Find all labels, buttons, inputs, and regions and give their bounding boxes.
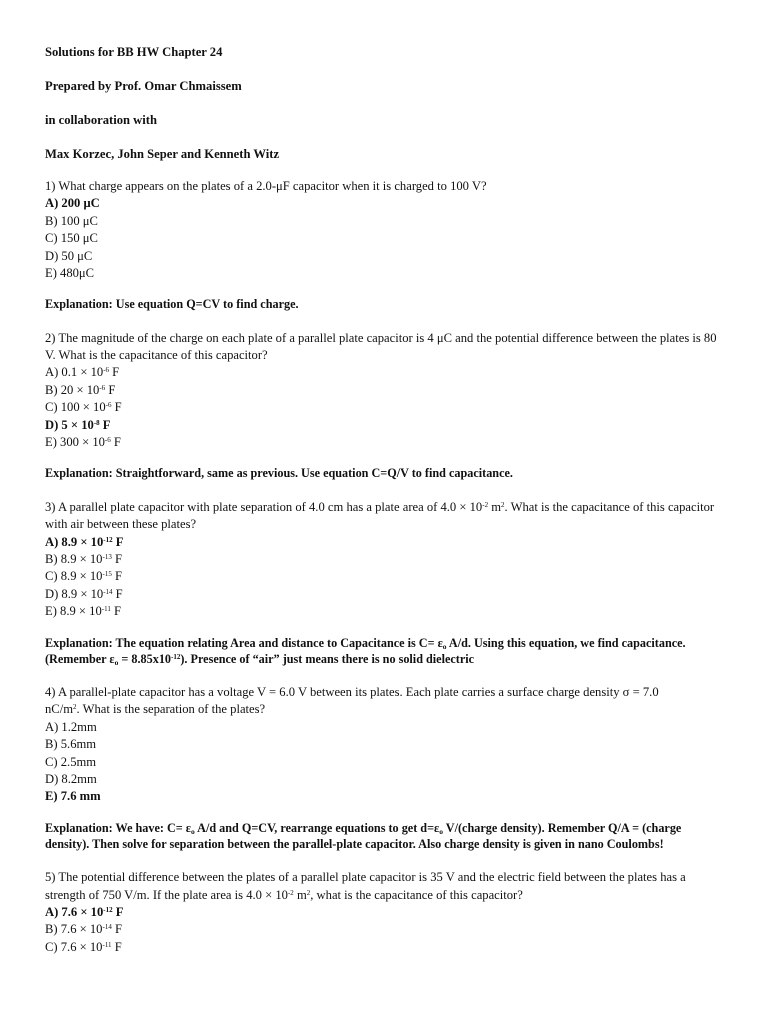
q4-option-a: A) 1.2mm <box>45 719 97 734</box>
q3-explanation: Explanation: The equation relating Area and distance to Capacitance is $C= \varepsilon_o$ A/d. Using this equation, we find capacitance. (Remember $\varepsilon_o = 8.85x10^{-12}$). Presence of “air” just means there is no solid dielectric <box>45 635 686 667</box>
q1-option-e: E) 480μC <box>45 266 95 281</box>
collaboration-line: in collaboration with <box>45 113 157 127</box>
question-4-text: 4) A parallel-plate capacitor has a voltage V = 6.0 V between its plates. Each plate carries a surface charge density σ = 7.0 $nC/m^2$. What is the separation of the plates? <box>45 684 659 717</box>
q5-option-c: C) $7.6 \times 10^{-11}$ F <box>45 939 122 954</box>
question-1 <box>45 178 728 282</box>
q4-option-e: E) 7.6 mm <box>45 789 101 804</box>
q1-option-c: C) 150 μC <box>45 231 98 246</box>
q2-option-e: E) $300 \times 10^{-6}$ F <box>45 435 121 450</box>
q5-option-a: A) $7.6 \times 10^{-12}$ F <box>45 905 124 919</box>
question-1-text: 1) What charge appears on the plates of a 2.0-μF capacitor when it is charged to 100 V? <box>45 179 487 193</box>
question-2-text: 2) The magnitude of the charge on each plate of a parallel plate capacitor is 4 μC and the potential difference between the plates is 80 V. What is the capacitance of this capacitor? <box>45 330 717 363</box>
question-4 <box>45 684 728 806</box>
q2-explanation: Explanation: Straightforward, same as previous. Use equation C=Q/V to find capacitance. <box>45 466 513 481</box>
q2-option-d: D) $5 \times 10^{-8}$ F <box>45 417 111 432</box>
q5-option-b: B) $7.6 \times 10^{-14}$ F <box>45 922 122 937</box>
q4-explanation: Explanation: We have: $C= \varepsilon_o$ A/d and Q=CV, rearrange equations to get $d=\varepsilon_o$ V/(charge density). Remember Q/A = (charge density). Then solve for separation between the parallel-plate capacitor. Also charge density is given in nano Coulombs! <box>45 820 682 851</box>
question-5-text: 5) The potential difference between the plates of a parallel plate capacitor is 35 V and the electric field between the plates has a strength of 750 V/m. If the plate area is $4.0 \times 10^{-2}$ $m^2$, what is the capacitance of this capacitor? <box>45 870 686 902</box>
q4-option-d: D) 8.2mm <box>45 771 97 786</box>
q2-option-b: B) $20 \times 10^{-6}$ F <box>45 382 116 397</box>
q1-explanation: Explanation: Use equation Q=CV to find charge. <box>45 297 299 312</box>
q3-option-d: D) $8.9 \times 10^{-14}$ F <box>45 586 123 601</box>
document-title: Solutions for BB HW Chapter 24 <box>45 45 223 59</box>
question-3 <box>45 499 728 621</box>
q4-option-c: C) 2.5mm <box>45 754 97 769</box>
q3-option-b: B) $8.9 \times 10^{-13}$ F <box>45 551 122 566</box>
q4-option-b: B) 5.6mm <box>45 737 97 752</box>
q1-option-b: B) 100 μC <box>45 213 98 228</box>
collaborator-names: Max Korzec, John Seper and Kenneth Witz <box>45 147 280 161</box>
q2-option-c: C) $100 \times 10^{-6}$ F <box>45 400 122 415</box>
question-2 <box>45 330 728 452</box>
q3-option-a: A) $8.9 \times 10^{-12}$ F <box>45 534 124 549</box>
author-line: Prepared by Prof. Omar Chmaissem <box>45 79 242 93</box>
question-3-text: 3) A parallel plate capacitor with plate separation of 4.0 cm has a plate area of $4.0 \times 10^{-2}$ $m^2$. What is the capacitance of this capacitor with air between these plates? <box>45 499 715 532</box>
q3-option-e: E) $8.9 \times 10^{-11}$ F <box>45 604 122 619</box>
q2-option-a: A) $0.1 \times 10^{-6}$ F <box>45 365 120 380</box>
q3-option-c: C) $8.9 \times 10^{-15}$ F <box>45 569 122 584</box>
question-5 <box>45 869 728 956</box>
q1-option-a: A) 200 μC <box>45 196 100 211</box>
q1-option-d: D) 50 μC <box>45 248 93 263</box>
